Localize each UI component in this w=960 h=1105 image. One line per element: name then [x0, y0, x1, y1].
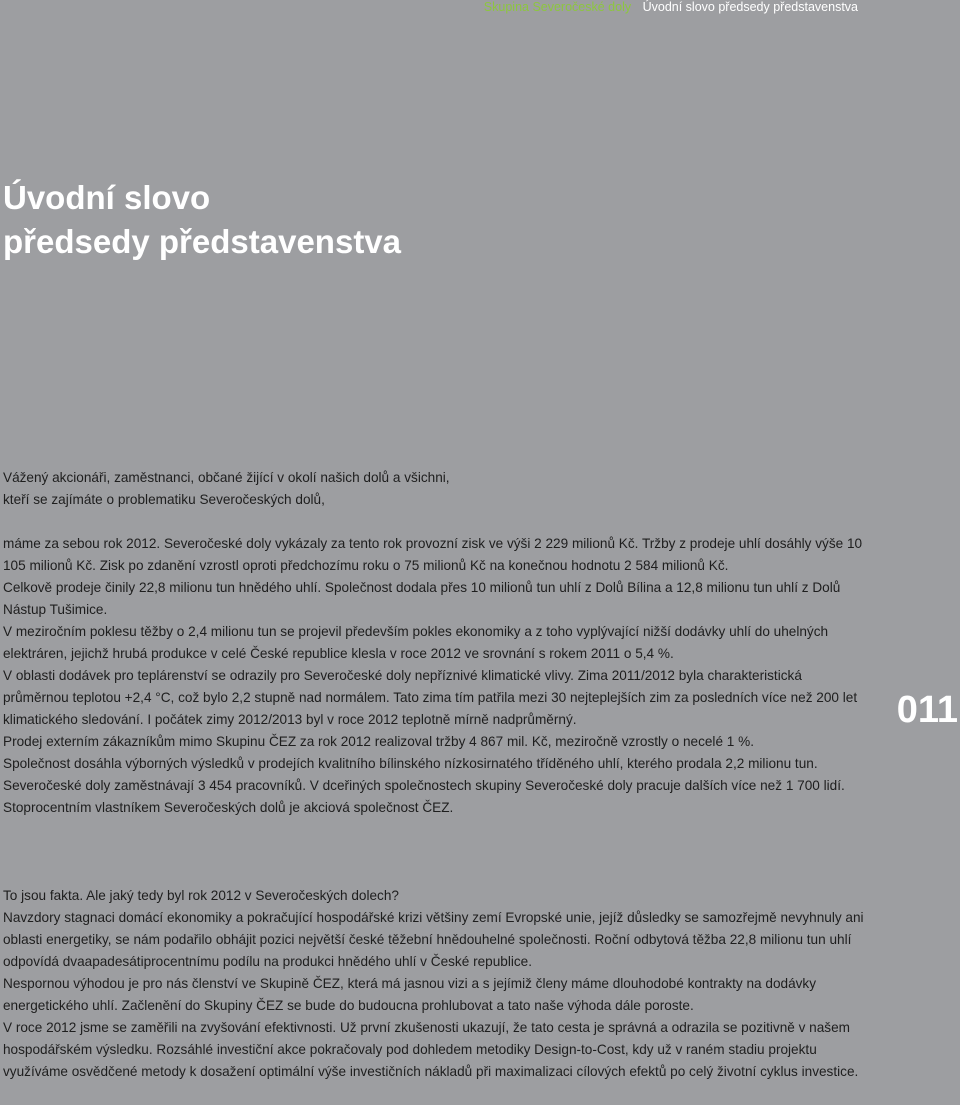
greeting-line-1: Vážený akcionáři, zaměstnanci, občané žijící v okolí našich dolů a všichni, — [3, 470, 450, 485]
paragraph: Nespornou výhodou je pro nás členství ve Skupině ČEZ, která má jasnou vizi a s jejímiž členy máme dlouhodobé kontrakty na dodávky energetického uhlí. Začlenění do Skupiny ČEZ se bude do budoucna prohlubovat a tato naše výhoda dále poroste. — [3, 976, 817, 1013]
paragraph: V meziročním poklesu těžby o 2,4 milionu tun se projevil především pokles ekonomiky a z toho vyplývající nižší dodávky uhlí do uhelných elektráren, jejichž hrubá produkce v celé České republice klesla v roce 2012 ve srovnání s rokem 2011 o 5,4 %. — [3, 624, 829, 661]
paragraph: V roce 2012 jsme se zaměřili na zvyšování efektivnosti. Už první zkušenosti ukazují, že tato cesta je správná a odrazila se pozitivně v našem hospodářském výsledku. Rozsáhlé investiční akce pokračovaly pod dohledem metodiky Design-to-Cost, kdy už v raném stadiu projektu využíváme osvědčené metody k dosažení optimální výše investičních nákladů při maximalizaci cílových efektů po celý životní cyklus investice. — [3, 1020, 859, 1079]
header-brand: Skupina Severočeské doly — [483, 0, 632, 14]
running-header — [484, 0, 858, 14]
page-title-line-1: Úvodní slovo — [3, 179, 211, 216]
body-section-year-review — [3, 885, 865, 1083]
paragraph: Navzdory stagnaci domácí ekonomiky a pokračující hospodářské krizi většiny zemí Evropské unie, jejíž důsledky se samozřejmě nevyhnuly ani oblasti energetiky, se nám podařilo obhájit pozici největší české těžební hnědouhelné společnosti. Roční odbytová těžba 22,8 milionu tun uhlí odpovídá dvaapadesátiprocentnímu podílu na produkci hnědého uhlí v České republice. — [3, 910, 864, 969]
paragraph: V oblasti dodávek pro teplárenství se odrazily pro Severočeské doly nepříznivé klimatické vlivy. Zima 2011/2012 byla charakteristická průměrnou teplotou +2,4 °C, což bylo 2,2 stupně nad normálem. Tato zima tím patřila mezi 30 nejteplejších zim za posledních více než 200 let klimatického sledování. I počátek zimy 2012/2013 byl v roce 2012 teplotně mírně nadprůměrný. — [3, 668, 858, 727]
paragraph: Prodej externím zákazníkům mimo Skupinu ČEZ za rok 2012 realizoval tržby 4 867 mil. Kč, meziročně vzrostly o necelé 1 %. — [3, 734, 754, 749]
paragraph: Celkově prodeje činily 22,8 milionu tun hnědého uhlí. Společnost dodala přes 10 milionů tun uhlí z Dolů Bílina a 12,8 milionu tun uhlí z Dolů Nástup Tušimice. — [3, 580, 841, 617]
paragraph: Společnost dosáhla výborných výsledků v prodejích kvalitního bílinského nízkosirnatého tříděného uhlí, kterého prodala 2,2 milionu tun. — [3, 756, 818, 771]
paragraph: Severočeské doly zaměstnávají 3 454 pracovníků. V dceřiných společnostech skupiny Severočeské doly pracuje dalších více než 1 700 lidí. Stoprocentním vlastníkem Severočeských dolů je akciová společnost ČEZ. — [3, 778, 845, 815]
body-section-results — [3, 533, 865, 819]
header-section-title: Úvodní slovo předsedy představenstva — [642, 0, 858, 14]
page-title-line-2: předsedy představenstva — [3, 223, 402, 260]
page-title — [3, 176, 401, 264]
paragraph: To jsou fakta. Ale jaký tedy byl rok 2012 v Severočeských dolech? — [3, 888, 399, 903]
greeting-line-2: kteří se zajímáte o problematiku Severočeských dolů, — [3, 492, 325, 507]
paragraph: máme za sebou rok 2012. Severočeské doly vykázaly za tento rok provozní zisk ve výši 2 229 milionů Kč. Tržby z prodeje uhlí dosáhly výše 10 105 milionů Kč. Zisk po zdanění vzrostl oproti předchozímu roku o 75 milionů Kč na konečnou hodnotu 2 584 milionů Kč. — [3, 536, 863, 573]
greeting — [3, 467, 865, 511]
page-number: 011 — [896, 689, 958, 731]
